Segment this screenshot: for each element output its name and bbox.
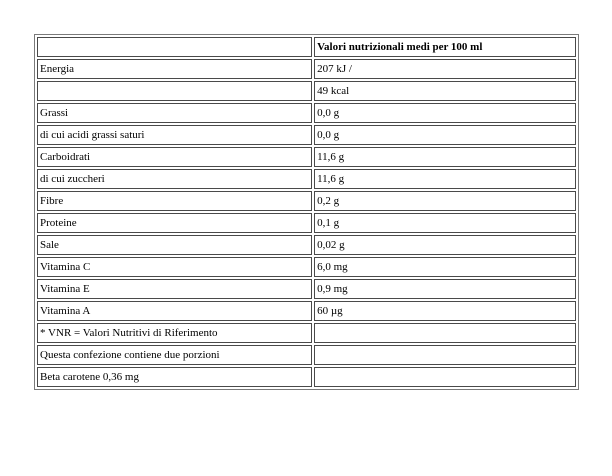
header-value-cell: Valori nutrizionali medi per 100 ml bbox=[314, 37, 576, 57]
nutrient-label: di cui zuccheri bbox=[37, 169, 312, 189]
table-header-row bbox=[37, 37, 576, 57]
nutrient-label: Vitamina C bbox=[37, 257, 312, 277]
table-row bbox=[37, 257, 576, 277]
table-row bbox=[37, 213, 576, 233]
table-row bbox=[37, 191, 576, 211]
table-row bbox=[37, 169, 576, 189]
nutrient-value: 0,1 g bbox=[314, 213, 576, 233]
nutrient-label bbox=[37, 81, 312, 101]
table-row bbox=[37, 235, 576, 255]
nutrient-value: 207 kJ / bbox=[314, 59, 576, 79]
nutrient-value: 6,0 mg bbox=[314, 257, 576, 277]
footnote-value bbox=[314, 367, 576, 387]
footnote-label: Questa confezione contiene due porzioni bbox=[37, 345, 312, 365]
nutrient-label: Fibre bbox=[37, 191, 312, 211]
footnote-label: * VNR = Valori Nutritivi di Riferimento bbox=[37, 323, 312, 343]
nutrient-label: Vitamina A bbox=[37, 301, 312, 321]
nutrient-value: 0,9 mg bbox=[314, 279, 576, 299]
nutrient-label: Sale bbox=[37, 235, 312, 255]
nutrient-label: Grassi bbox=[37, 103, 312, 123]
table-row bbox=[37, 147, 576, 167]
nutrient-label: Energia bbox=[37, 59, 312, 79]
footnote-label: Beta carotene 0,36 mg bbox=[37, 367, 312, 387]
nutrition-table bbox=[34, 34, 579, 390]
nutrient-value: 11,6 g bbox=[314, 169, 576, 189]
nutrient-value: 49 kcal bbox=[314, 81, 576, 101]
table-row bbox=[37, 103, 576, 123]
table-row bbox=[37, 81, 576, 101]
table-row bbox=[37, 125, 576, 145]
nutrient-label: Vitamina E bbox=[37, 279, 312, 299]
header-label-cell bbox=[37, 37, 312, 57]
table-row bbox=[37, 323, 576, 343]
table-row bbox=[37, 279, 576, 299]
table-row bbox=[37, 301, 576, 321]
footnote-value bbox=[314, 345, 576, 365]
nutrient-label: Proteine bbox=[37, 213, 312, 233]
nutrient-value: 0,2 g bbox=[314, 191, 576, 211]
table-row bbox=[37, 345, 576, 365]
nutrient-value: 0,0 g bbox=[314, 125, 576, 145]
nutrient-label: Carboidrati bbox=[37, 147, 312, 167]
nutrient-value: 0,02 g bbox=[314, 235, 576, 255]
nutrient-value: 11,6 g bbox=[314, 147, 576, 167]
nutrient-label: di cui acidi grassi saturi bbox=[37, 125, 312, 145]
table-row bbox=[37, 367, 576, 387]
nutrient-value: 60 µg bbox=[314, 301, 576, 321]
table-row bbox=[37, 59, 576, 79]
footnote-value bbox=[314, 323, 576, 343]
nutrient-value: 0,0 g bbox=[314, 103, 576, 123]
